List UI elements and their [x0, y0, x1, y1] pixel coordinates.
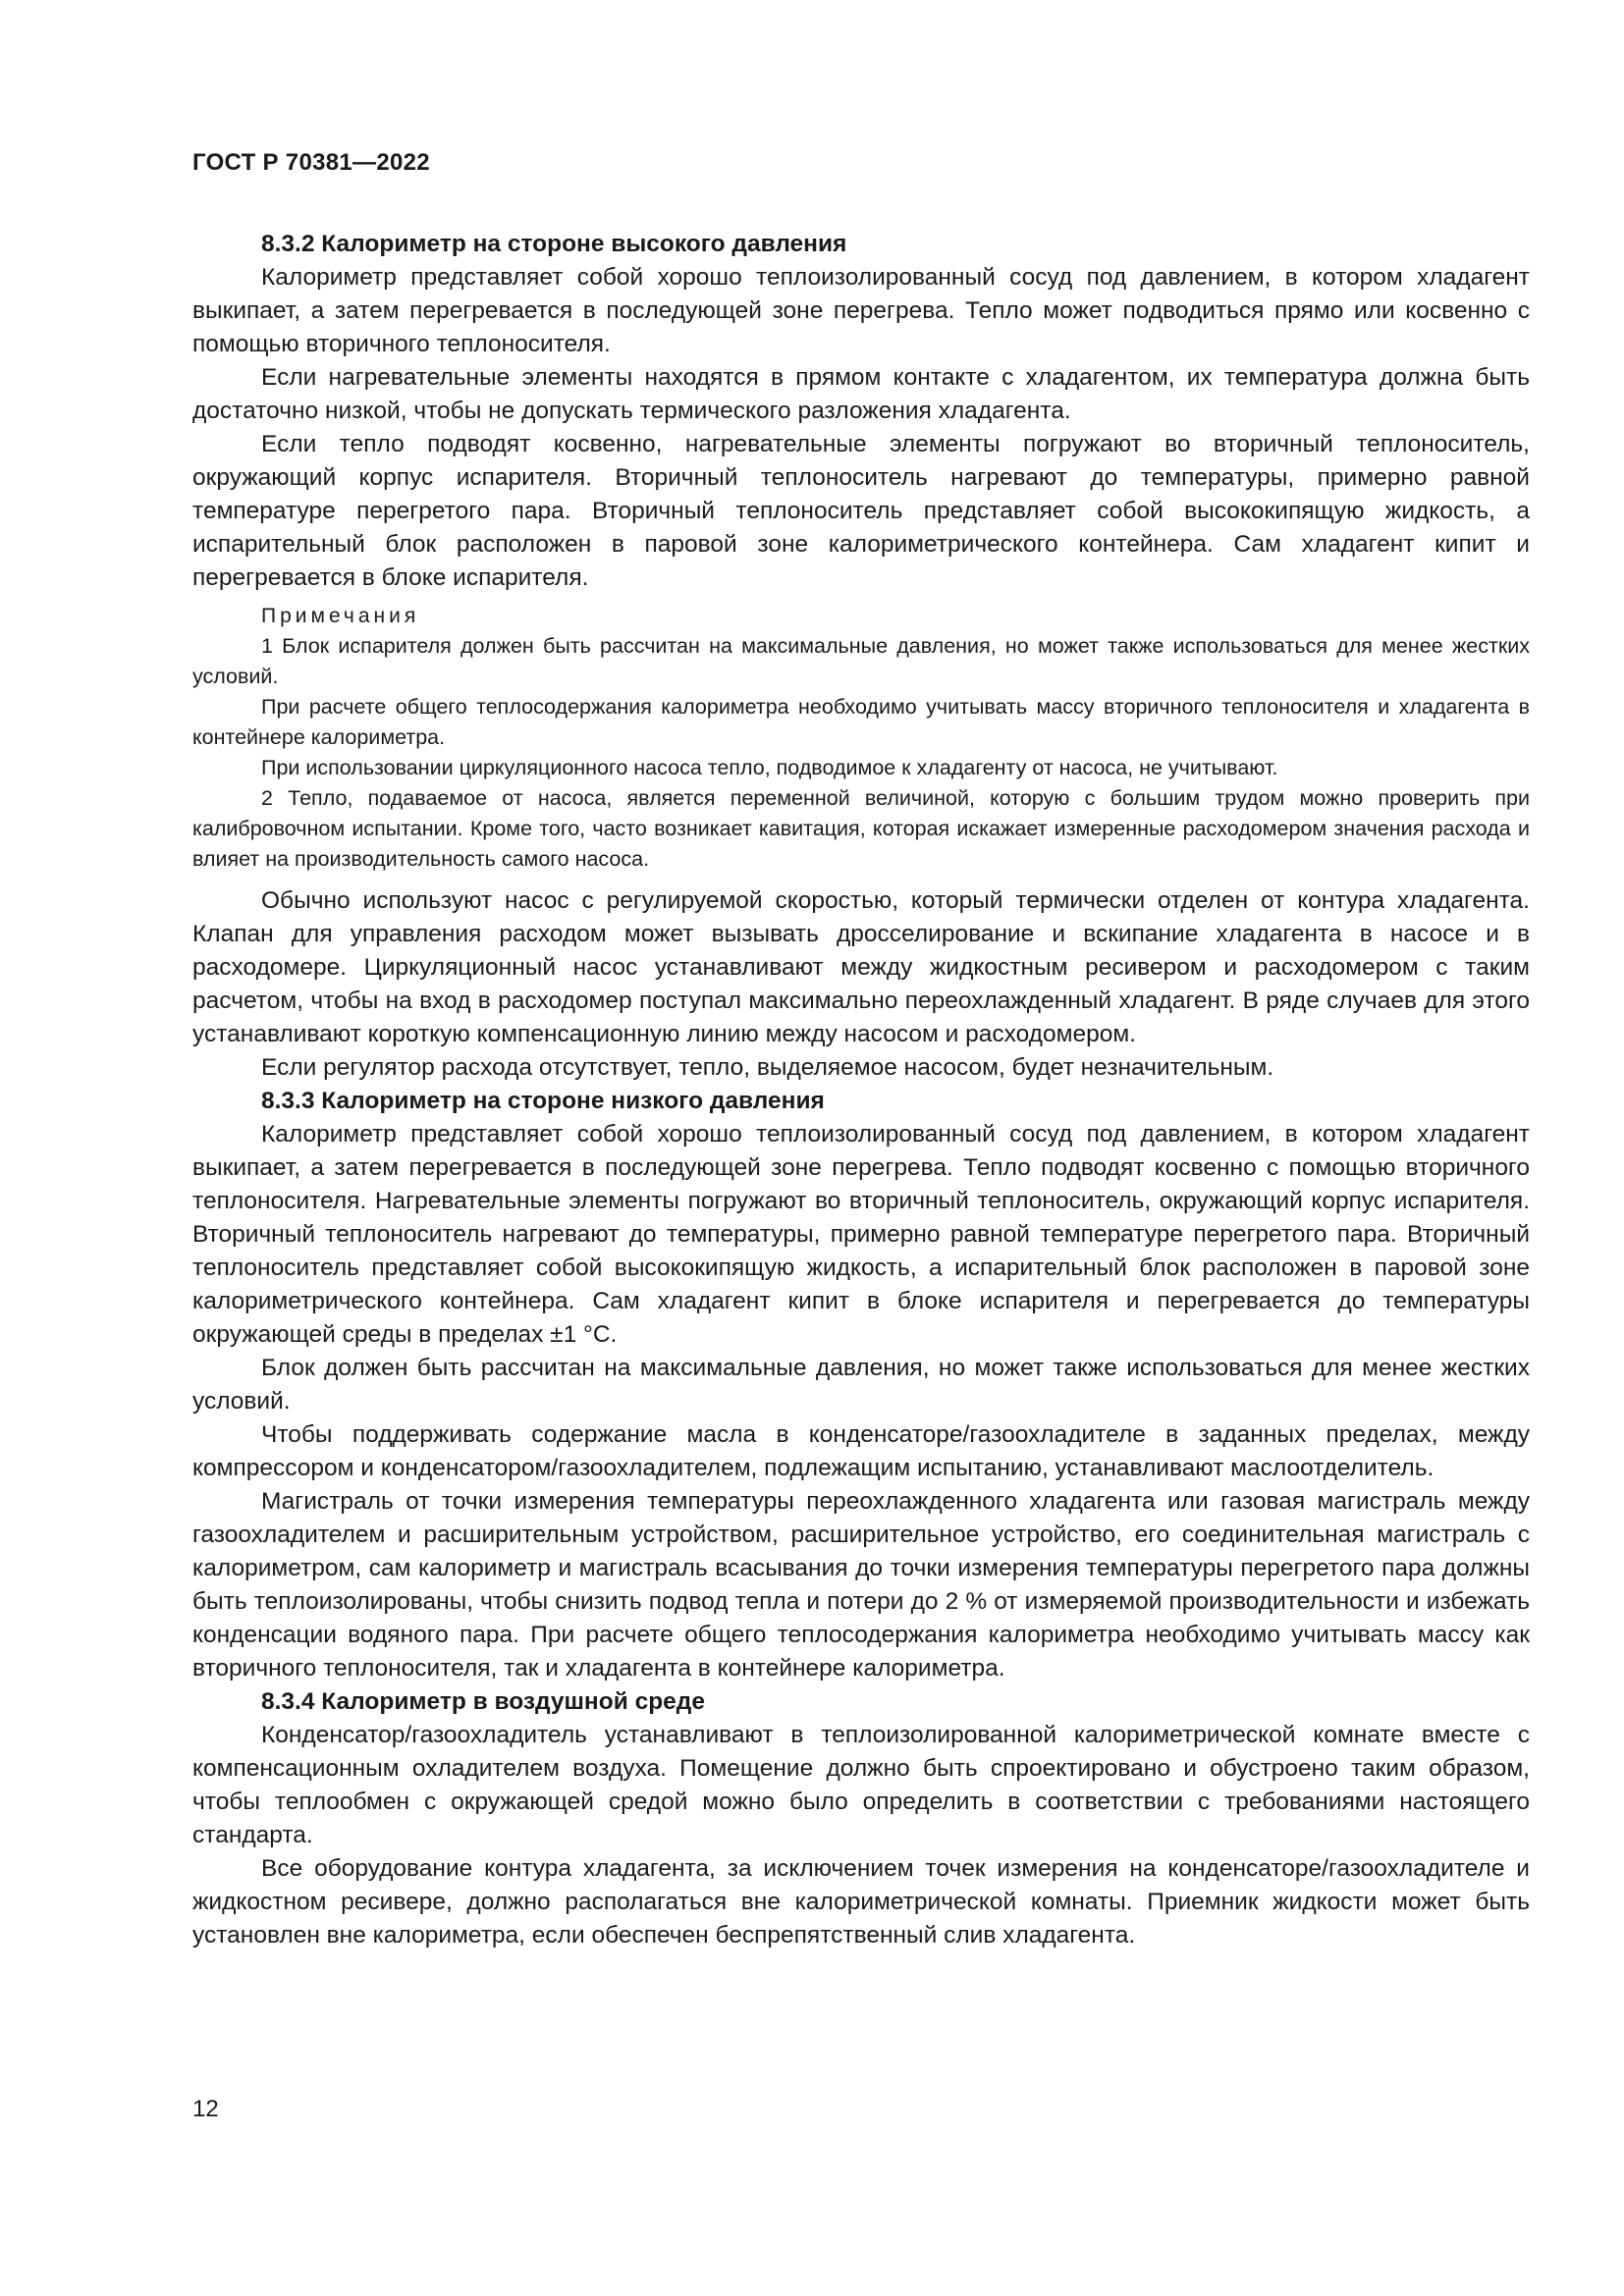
paragraph: Конденсатор/газоохладитель устанавливают в теплоизолированной калориметрической комнате вместе с компенсационным охладителем воздуха. Помещение должно быть спроектировано и обустроено таким образом, чтобы теплообмен с окружающей средой можно было определить в соответствии с требованиями настоящего стандарта. [192, 1722, 1530, 1848]
paragraph: Обычно используют насос с регулируемой скоростью, который термически отделен от контура хладагента. Клапан для управления расходом может вызывать дросселирование и вскипание хладагента в насосе и в расходомере. Циркуляционный насос устанавливают между жидкостным ресивером и расходомером с таким расчетом, чтобы на вход в расходомер поступал максимально переохлажденный хладагент. В ряде случаев для этого устанавливают короткую компенсационную линию между насосом и расходомером. [192, 887, 1530, 1047]
paragraph: Если тепло подводят косвенно, нагревательные элементы погружают во вторичный теплоноситель, окружающий корпус испарителя. Вторичный теплоноситель нагревают до температуры, примерно равной температуре перегретого пара. Вторичный теплоноситель представляет собой высококипящую жидкость, а испарительный блок расположен в паровой зоне калориметрического контейнера. Сам хладагент кипит и перегревается в блоке испарителя. [192, 431, 1530, 591]
paragraph: Магистраль от точки измерения температуры переохлажденного хладагента или газовая магистраль между газоохладителем и расширительным устройством, расширительное устройство, его соединительная магистраль с калориметром, сам калориметр и магистраль всасывания до точки измерения температуры перегретого пара должны быть теплоизолированы, чтобы снизить подвод тепла и потери до 2 % от измеряемой производительности и избежать конденсации водяного пара. При расчете общего теплосодержания калориметра необходимо учитывать массу как вторичного теплоносителя, так и хладагента в контейнере калориметра. [192, 1488, 1530, 1682]
paragraph: Если нагревательные элементы находятся в прямом контакте с хладагентом, их температура должна быть достаточно низкой, чтобы не допускать термического разложения хладагента. [192, 364, 1530, 424]
section-heading-8-3-3: 8.3.3 Калориметр на стороне низкого давления [261, 1088, 825, 1114]
page-number: 12 [192, 2096, 219, 2122]
paragraph: Блок должен быть рассчитан на максимальные давления, но может также использоваться для менее жестких условий. [192, 1355, 1530, 1415]
paragraph: Если регулятор расхода отсутствует, тепло, выделяемое насосом, будет незначительным. [261, 1054, 1274, 1081]
document-body [192, 228, 1530, 1952]
note-paragraph: 1 Блок испарителя должен быть рассчитан на максимальные давления, но может также использоваться для менее жестких условий. [192, 634, 1530, 688]
paragraph: Калориметр представляет собой хорошо теплоизолированный сосуд под давлением, в котором хладагент выкипает, а затем перегревается в последующей зоне перегрева. Тепло может подводиться прямо или косвенно с помощью вторичного теплоносителя. [192, 264, 1530, 357]
notes-title: Примечания [261, 605, 420, 627]
paragraph: Чтобы поддерживать содержание масла в конденсаторе/газоохладителе в заданных пределах, между компрессором и конденсатором/газоохладителем, подлежащим испытанию, устанавливают маслоотделитель. [192, 1421, 1530, 1481]
note-paragraph: При расчете общего теплосодержания калориметра необходимо учитывать массу вторичного теплоносителя и хладагента в контейнере калориметра. [192, 695, 1530, 749]
section-heading-8-3-4: 8.3.4 Калориметр в воздушной среде [261, 1688, 705, 1715]
paragraph: Калориметр представляет собой хорошо теплоизолированный сосуд под давлением, в котором хладагент выкипает, а затем перегревается в последующей зоне перегрева. Тепло подводят косвенно с помощью вторичного теплоносителя. Нагревательные элементы погружают во вторичный теплоноситель, окружающий корпус испарителя. Вторичный теплоноситель нагревают до температуры, примерно равной температуре перегретого пара. Вторичный теплоноситель представляет собой высококипящую жидкость, а испарительный блок расположен в паровой зоне калориметрического контейнера. Сам хладагент кипит в блоке испарителя и перегревается до температуры окружающей среды в пределах ±1 °С. [192, 1121, 1530, 1348]
note-paragraph: 2 Тепло, подаваемое от насоса, является переменной величиной, которую с большим трудом можно проверить при калибровочном испытании. Кроме того, часто возникает кавитация, которая искажает измеренные расходомером значения расхода и влияет на производительность самого насоса. [192, 786, 1530, 871]
section-heading-8-3-2: 8.3.2 Калориметр на стороне высокого давления [261, 231, 847, 257]
note-paragraph: При использовании циркуляционного насоса тепло, подводимое к хладагенту от насоса, не учитывают. [261, 756, 1278, 779]
notes-block [192, 601, 1530, 875]
document-header: ГОСТ Р 70381—2022 [192, 149, 430, 176]
paragraph: Все оборудование контура хладагента, за исключением точек измерения на конденсаторе/газоохладителе и жидкостном ресивере, должно располагаться вне калориметрической комнаты. Приемник жидкости может быть установлен вне калориметра, если обеспечен беспрепятственный слив хладагента. [192, 1855, 1530, 1949]
